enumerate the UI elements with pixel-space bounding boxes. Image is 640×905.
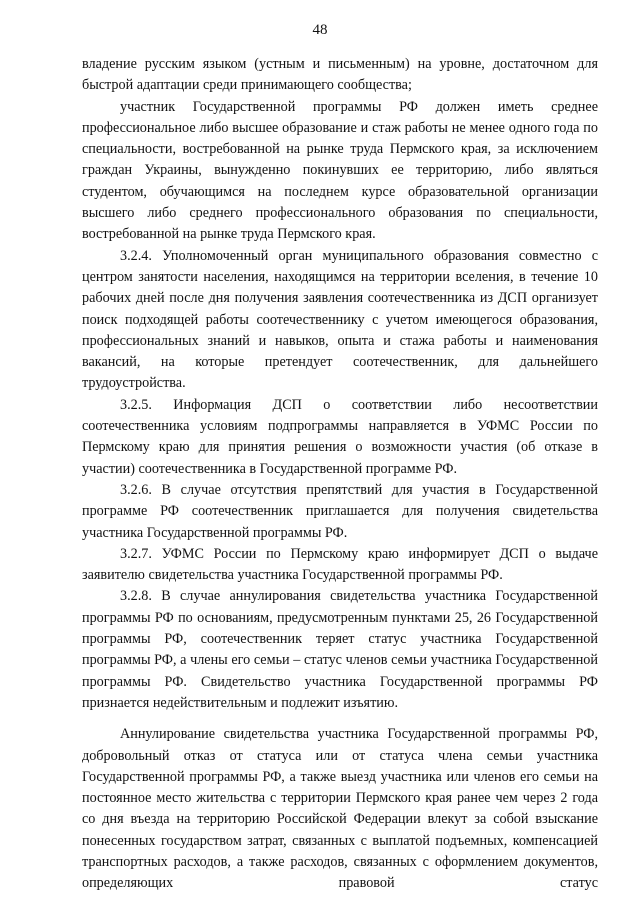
paragraph-annulment: Аннулирование свидетельства участника Государственной программы РФ, добровольный отказ от статуса или от статуса члена семьи участника Государственной программы РФ, а также выезд участника или членов его семьи на постоянное место жительства с территории Пермского края ранее чем через 2 года со дня въезда на территорию Российской Федерации влекут за собой взыскание понесенных государством затрат, связанных с выплатой подъемных, компенсацией транспортных расходов, а также расходов, связанных с оформлением документов, определяющих правовой статус [82,726,598,892]
paragraph-3-2-5: 3.2.5. Информация ДСП о соответствии либо несоответствии соотечественника условиям подпрограммы направляется в УФМС России по Пермскому краю для принятия решения о возможности участия (об отказе в участии) соотечественника в Государственной программе РФ. [82,396,598,477]
paragraph-3-2-6: 3.2.6. В случае отсутствия препятствий для участия в Государственной программе РФ соотечественник приглашается для получения свидетельства участника Государственной программы РФ. [82,481,598,541]
paragraph-language-requirement: владение русским языком (устным и письменным) на уровне, достаточном для быстрой адаптации среди принимающего сообщества; [82,56,598,94]
paragraph-3-2-4: 3.2.4. Уполномоченный орган муниципального образования совместно с центром занятости населения, находящимся на территории вселения, в течение 10 рабочих дней после дня получения заявления соотечественника из ДСП организует поиск подходящей работы соотечественнику с учетом имеющегося образования, профессиональных знаний и навыков, опыта и стажа работы и наименования вакансий, на которые претендует соотечественник, для дальнейшего трудоустройства. [82,247,598,392]
document-body [82,54,598,895]
page-number: 48 [312,22,328,38]
paragraph-education-requirement: участник Государственной программы РФ должен иметь среднее профессиональное либо высшее образование и стаж работы не менее одного года по специальности, востребованной на рынке труда Пермского края, за исключением граждан Украины, вынужденно покинувших ее территорию, либо являться студентом, обучающимся на последнем курсе образовательной организации высшего либо среднего профессионального образования по специальности, востребованной на рынке труда Пермского края. [82,98,598,243]
paragraph-3-2-8: 3.2.8. В случае аннулирования свидетельства участника Государственной программы РФ по основаниям, предусмотренным пунктами 25, 26 Государственной программы РФ, соотечественник теряет статус участника Государственной программы РФ, а члены его семьи – статус членов семьи участника Государственной программы РФ. Свидетельство участника Государственной программы РФ признается недействительным и подлежит изъятию. [82,588,598,711]
paragraph-3-2-7: 3.2.7. УФМС России по Пермскому краю информирует ДСП о выдаче заявителю свидетельства участника Государственной программы РФ. [82,545,598,584]
